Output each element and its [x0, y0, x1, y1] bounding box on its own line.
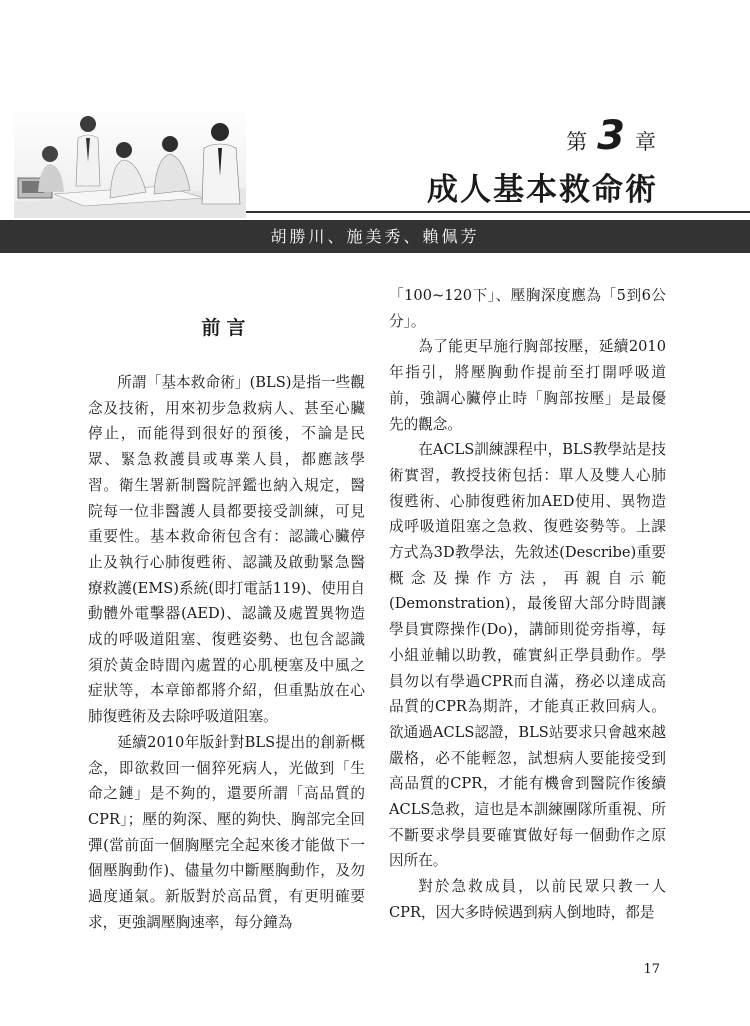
page-number: 17 [643, 962, 660, 977]
paragraph: 對於急救成員，以前民眾只教一人CPR，因大多時候遇到病人倒地時，都是 [389, 878, 666, 921]
chapter-label [566, 113, 658, 159]
right-column [389, 283, 666, 926]
left-column [88, 283, 365, 935]
paragraph: 為了能更早施行胸部按壓，延續2010年指引，將壓胸動作提前至打開呼吸道前，強調心臟停止時「胸部按壓」是最優先的觀念。 [389, 338, 666, 433]
paragraph: 所謂「基本救命術」(BLS)是指一些觀念及技術，用來初步急救病人、甚至心臟停止，而能得到很好的預後，不論是民眾、緊急救護員或專業人員，都應該學習。衛生署新制醫院評鑑也納入規定，醫院每一位非醫護人員都要接受訓練，可見重要性。基本救命術包含有：認識心臟停止及執行心肺復甦術、認識及啟動緊急醫療救護(EMS)系統(即打電話119)、使用自動體外電擊器(AED)、認識及處置異物造成的呼吸道阻塞、復甦姿勢、也包含認識須於黃金時間內處置的心肌梗塞及中風之症狀等，本章節都將介紹，但重點放在心肺復甦術及去除呼吸道阻塞。 [88, 374, 365, 726]
chapter-title: 成人基本救命術 [427, 172, 658, 208]
paragraph: 延續2010年版針對BLS提出的創新概念，即欲救回一個猝死病人，光做到「生命之鏈」是不夠的，還要所謂「高品質的CPR」；壓的夠深、壓的夠快、胸部完全回彈(當前面一個胸壓完全起來後才能做下一個壓胸動作)、儘量勿中斷壓胸動作，及勿過度通氣。新版對於高品質，有更明確要求，更強調壓胸速率，每分鐘為 [88, 733, 365, 931]
chapter-suffix: 章 [635, 130, 658, 154]
section-title: 前言 [201, 317, 252, 339]
paragraph-continuation: 「100~120下」、壓胸深度應為「5到6公分」。 [389, 287, 666, 330]
author-band [0, 220, 750, 253]
header-rule [246, 211, 750, 213]
authors: 胡勝川、施美秀、賴佩芳 [270, 227, 480, 246]
paragraph: 在ACLS訓練課程中，BLS教學站是技術實習，教授技術包括：單人及雙人心肺復甦術、心肺復甦術加AED使用、異物造成呼吸道阻塞之急救、復甦姿勢等。上課方式為3D教學法，先敘述(Describe)重要概念及操作方法，再親自示範(Demonstration)，最後留大部分時間讓學員實際操作(Do)，講師則從旁指導，每小組並輔以助教，確實糾正學員動作。學員勿以有學過CPR而自滿，務必以達成高品質的CPR為期許，才能真正救回病人。欲通過ACLS認證，BLS站要求只會越來越嚴格，必不能輕忽，試想病人要能接受到高品質的CPR，才能有機會到醫院作後續ACLS急救，這也是本訓練團隊所重視、所不斷要求學員要確實做好每一個動作之原因所在。 [389, 441, 666, 870]
chapter-prefix: 第 [566, 130, 590, 154]
header-photo [14, 102, 246, 218]
chapter-number: 3 [597, 113, 627, 159]
